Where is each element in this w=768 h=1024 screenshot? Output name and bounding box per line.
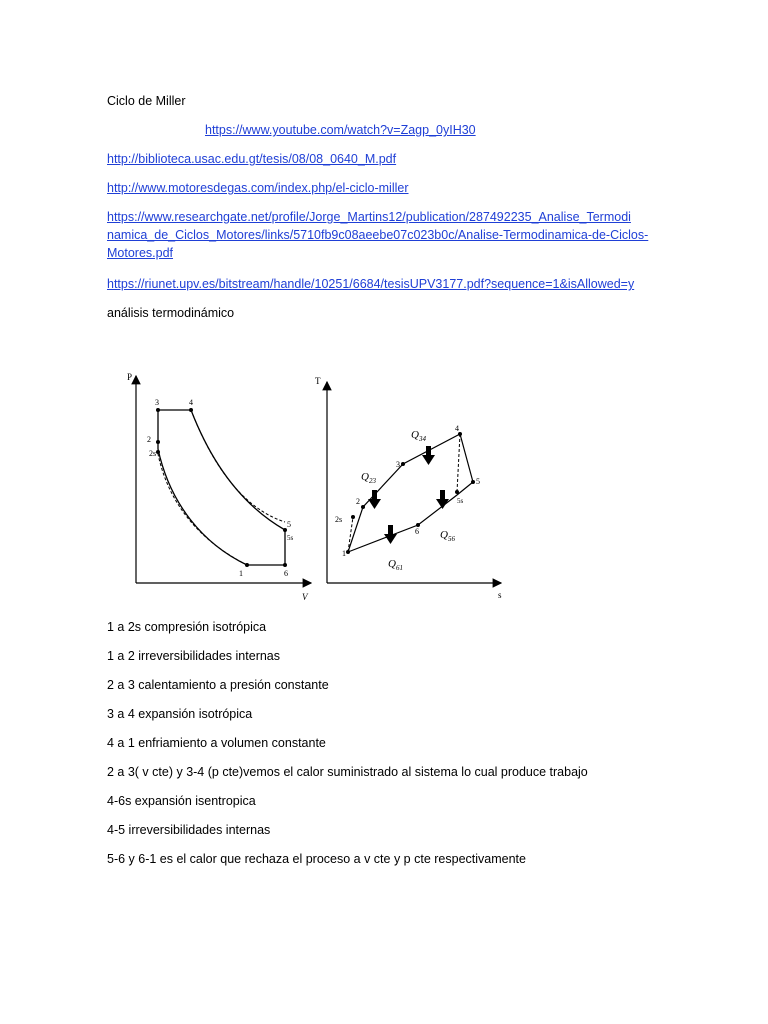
ts-diagram: [315, 376, 502, 600]
pv-x-axis-label: V: [302, 592, 308, 602]
pv-label-5: 5: [287, 520, 291, 529]
link-motoresdegas[interactable]: http://www.motoresdegas.com/index.php/el-ciclo-miller: [107, 181, 409, 195]
ts-point-5s: [455, 490, 459, 494]
heat-arrow-q61: [384, 525, 397, 544]
pv-point-4: [189, 408, 193, 412]
ts-x-axis-label: s: [498, 590, 502, 600]
pv-y-axis-label: P: [127, 372, 133, 382]
pv-point-2s: [156, 450, 160, 454]
pv-point-3: [156, 408, 160, 412]
pv-point-1: [245, 563, 249, 567]
pv-isentropic-compression: [158, 454, 247, 565]
note-2: 1 a 2 irreversibilidades internas: [107, 649, 281, 663]
note-6: 2 a 3( v cte) y 3-4 (p cte)vemos el calor suministrado al sistema lo cual produce trabajo: [107, 765, 588, 779]
pv-label-4: 4: [189, 398, 193, 407]
pv-point-6: [283, 563, 287, 567]
ts-heat-label-q61: $Q_{61}$: [388, 558, 403, 572]
cycle-diagrams-figure: [113, 362, 513, 602]
pv-label-1: 1: [239, 569, 243, 578]
pv-isentropic-expansion: [191, 410, 285, 522]
ts-point-3: [401, 462, 405, 466]
link-riunet[interactable]: https://riunet.upv.es/bitstream/handle/10251/6684/tesisUPV3177.pdf?sequence=1&isAllowed=y: [107, 277, 635, 291]
pv-diagram: [127, 372, 311, 602]
link-researchgate[interactable]: [107, 208, 657, 262]
ts-label-2: 2: [356, 497, 360, 506]
ts-point-2: [361, 505, 365, 509]
pv-label-2s: 2s: [149, 449, 157, 458]
pv-cycle-path: [158, 410, 285, 565]
ts-label-6: 6: [415, 527, 419, 536]
note-3: 2 a 3 calentamiento a presión constante: [107, 678, 329, 692]
note-9: 5-6 y 6-1 es el calor que rechaza el proceso a v cte y p cte respectivamente: [107, 852, 526, 866]
ts-y-axis-label: T: [315, 376, 321, 386]
link-researchgate-line-3[interactable]: Motores.pdf: [107, 246, 174, 260]
pv-label-3: 3: [155, 398, 159, 407]
link-biblioteca-usac[interactable]: http://biblioteca.usac.edu.gt/tesis/08/08_0640_M.pdf: [107, 152, 397, 166]
ts-point-1: [346, 550, 350, 554]
ts-heat-label-q34: $Q_{34}$: [411, 429, 426, 443]
document-title: Ciclo de Miller: [107, 94, 186, 108]
ts-label-4: 4: [455, 424, 459, 433]
link-researchgate-line-1[interactable]: https://www.researchgate.net/profile/Jorge_Martins12/publication/287492235_Analise_Termodi: [107, 210, 631, 224]
heat-arrow-q56: [436, 490, 449, 509]
ts-isentropic-expansion: [457, 434, 460, 492]
ts-label-1: 1: [342, 549, 346, 558]
note-5: 4 a 1 enfriamiento a volumen constante: [107, 736, 326, 750]
pv-label-5s: 5s: [287, 534, 294, 542]
pv-point-2: [156, 440, 160, 444]
note-8: 4-5 irreversibilidades internas: [107, 823, 271, 837]
ts-heat-label-q23: $Q_{23}$: [361, 471, 376, 485]
link-youtube[interactable]: https://www.youtube.com/watch?v=Zagp_0yIH30: [205, 123, 476, 137]
section-heading: análisis termodinámico: [107, 306, 235, 320]
link-researchgate-line-2[interactable]: namica_de_Ciclos_Motores/links/5710fb9c08aeebe07c023b0c/Analise-Termodinamica-de-Ciclos-: [107, 228, 649, 242]
note-1: 1 a 2s compresión isotrópica: [107, 620, 267, 634]
ts-point-5: [471, 480, 475, 484]
ts-heat-label-q56: $Q_{56}$: [440, 529, 455, 543]
note-4: 3 a 4 expansión isotrópica: [107, 707, 253, 721]
heat-arrow-q23: [368, 490, 381, 509]
ts-label-3: 3: [396, 460, 400, 469]
pv-label-2: 2: [147, 435, 151, 444]
ts-point-2s: [351, 515, 355, 519]
ts-label-2s: 2s: [335, 515, 343, 524]
ts-isentropic-compression: [348, 517, 353, 552]
note-7: 4-6s expansión isentropica: [107, 794, 256, 808]
ts-label-5s: 5s: [457, 497, 464, 505]
ts-label-5: 5: [476, 477, 480, 486]
pv-label-6: 6: [284, 569, 288, 578]
